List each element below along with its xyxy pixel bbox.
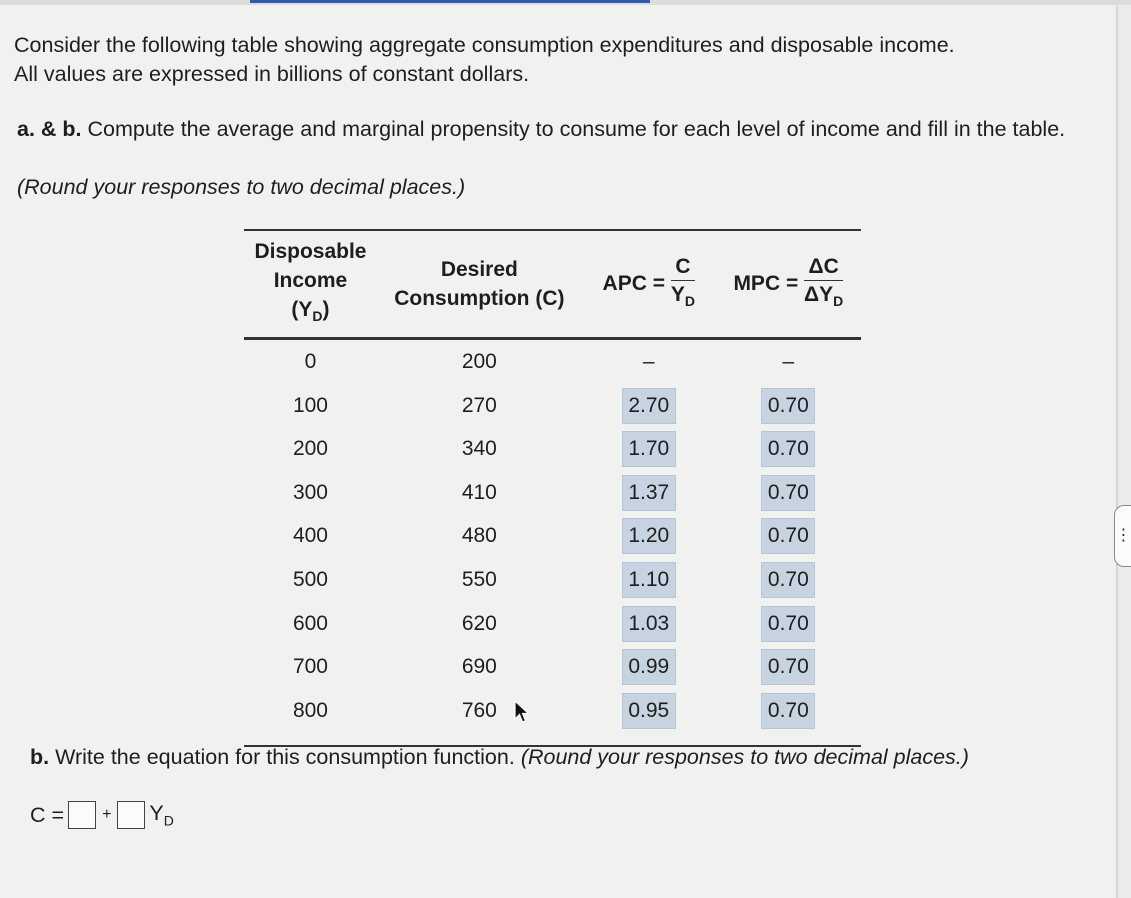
- part-b-label: b.: [30, 745, 50, 769]
- header-col1-line1: Disposable: [254, 240, 367, 263]
- mpc-dash: –: [782, 349, 795, 373]
- consumption-table: [244, 229, 861, 747]
- equation-var-sub: D: [163, 812, 174, 829]
- yd-cell: 100: [292, 393, 328, 417]
- part-b-note: (Round your responses to two decimal places.): [520, 745, 969, 769]
- apc-answer-field[interactable]: 1.37: [622, 475, 676, 511]
- apc-den-sub: D: [684, 292, 695, 309]
- mpc-answer-field[interactable]: 0.70: [761, 475, 815, 511]
- slope-input[interactable]: [117, 801, 145, 829]
- header-apc: [582, 230, 716, 339]
- c-cell: 480: [461, 524, 497, 548]
- yd-cell: 800: [292, 698, 328, 722]
- mpc-label: MPC =: [733, 271, 799, 295]
- table-row: [244, 339, 861, 384]
- round-note: (Round your responses to two decimal places.): [17, 175, 466, 199]
- c-cell: 410: [461, 480, 497, 504]
- apc-numerator: C: [671, 254, 695, 281]
- top-accent: [250, 0, 650, 3]
- part-ab-instructions: [17, 115, 1097, 143]
- mpc-den-sub: D: [833, 292, 844, 309]
- c-cell: 620: [461, 611, 497, 635]
- part-ab-label: a. & b.: [17, 117, 82, 141]
- c-cell: 200: [461, 349, 497, 373]
- mouse-pointer-icon: [514, 700, 530, 724]
- apc-answer-field[interactable]: 1.70: [622, 431, 676, 467]
- mpc-answer-field[interactable]: 0.70: [761, 388, 815, 424]
- apc-answer-field[interactable]: 1.20: [622, 518, 676, 554]
- apc-answer-field[interactable]: 1.03: [622, 606, 676, 642]
- mpc-denominator: [804, 281, 843, 315]
- yd-cell: 300: [292, 480, 328, 504]
- part-b-instructions: [30, 745, 969, 770]
- table-row: [244, 384, 861, 428]
- header-col1-line2: Income: [273, 269, 348, 292]
- mpc-answer-field[interactable]: 0.70: [761, 649, 815, 685]
- question-panel: [0, 5, 1118, 898]
- apc-answer-field[interactable]: 1.10: [622, 562, 676, 598]
- mpc-answer-field[interactable]: 0.70: [761, 431, 815, 467]
- table-row: [244, 689, 861, 746]
- apc-label: APC =: [602, 271, 665, 295]
- yd-cell: 200: [292, 437, 328, 461]
- mpc-answer-field[interactable]: 0.70: [761, 518, 815, 554]
- more-options-icon[interactable]: ⋮: [1114, 505, 1131, 567]
- part-b-text: Write the equation for this consumption function.: [55, 745, 515, 769]
- table-row: [244, 471, 861, 515]
- intro-text: [14, 31, 1094, 89]
- c-cell: 340: [461, 437, 497, 461]
- part-ab-text: Compute the average and marginal propensity to consume for each level of income and fill in the table.: [87, 117, 1066, 141]
- table-row: [244, 645, 861, 689]
- apc-den-sym: Y: [670, 282, 685, 306]
- intro-line-1: Consider the following table showing aggregate consumption expenditures and disposable income.: [14, 33, 955, 57]
- c-cell: 550: [461, 567, 497, 591]
- c-cell: 270: [461, 393, 497, 417]
- apc-dash: –: [642, 349, 655, 373]
- equation-var-sym: Y: [149, 801, 164, 826]
- intercept-input[interactable]: [68, 801, 96, 829]
- yd-cell: 500: [292, 567, 328, 591]
- table-row: [244, 602, 861, 646]
- mpc-answer-field[interactable]: 0.70: [761, 562, 815, 598]
- yd-cell: 400: [292, 524, 328, 548]
- table-row: [244, 515, 861, 559]
- mpc-numerator: ΔC: [804, 254, 843, 281]
- apc-answer-field[interactable]: 0.99: [622, 649, 676, 685]
- mpc-fraction: [804, 254, 843, 315]
- apc-fraction: [671, 254, 695, 315]
- header-col1-sym: Y: [298, 298, 313, 321]
- table-header-row: [244, 230, 861, 339]
- equation-var: [149, 801, 173, 828]
- table-row: [244, 558, 861, 602]
- header-col2-line1: Desired: [440, 258, 518, 282]
- yd-cell: 0: [304, 349, 317, 373]
- table-row: [244, 427, 861, 471]
- equation-plus: +: [102, 806, 112, 823]
- mpc-answer-field[interactable]: 0.70: [761, 693, 815, 729]
- header-desired-consumption: [377, 230, 582, 339]
- apc-answer-field[interactable]: 0.95: [622, 693, 676, 729]
- yd-cell: 700: [292, 655, 328, 679]
- apc-answer-field[interactable]: 2.70: [622, 388, 676, 424]
- yd-cell: 600: [292, 611, 328, 635]
- consumption-equation: [30, 801, 174, 829]
- header-col1-sub: D: [312, 308, 323, 325]
- header-col2-line2: Consumption (C): [394, 287, 565, 311]
- c-cell: 690: [461, 655, 497, 679]
- mpc-den-sym: ΔY: [804, 282, 834, 306]
- equation-lhs: C =: [30, 802, 65, 827]
- apc-denominator: [671, 281, 695, 315]
- intro-line-2: All values are expressed in billions of constant dollars.: [14, 62, 530, 86]
- header-disposable-income: [244, 230, 377, 339]
- c-cell: 760: [461, 698, 497, 722]
- header-mpc: [716, 230, 861, 339]
- mpc-answer-field[interactable]: 0.70: [761, 606, 815, 642]
- header-col1-symbol: $(Y_D)$: [291, 298, 330, 325]
